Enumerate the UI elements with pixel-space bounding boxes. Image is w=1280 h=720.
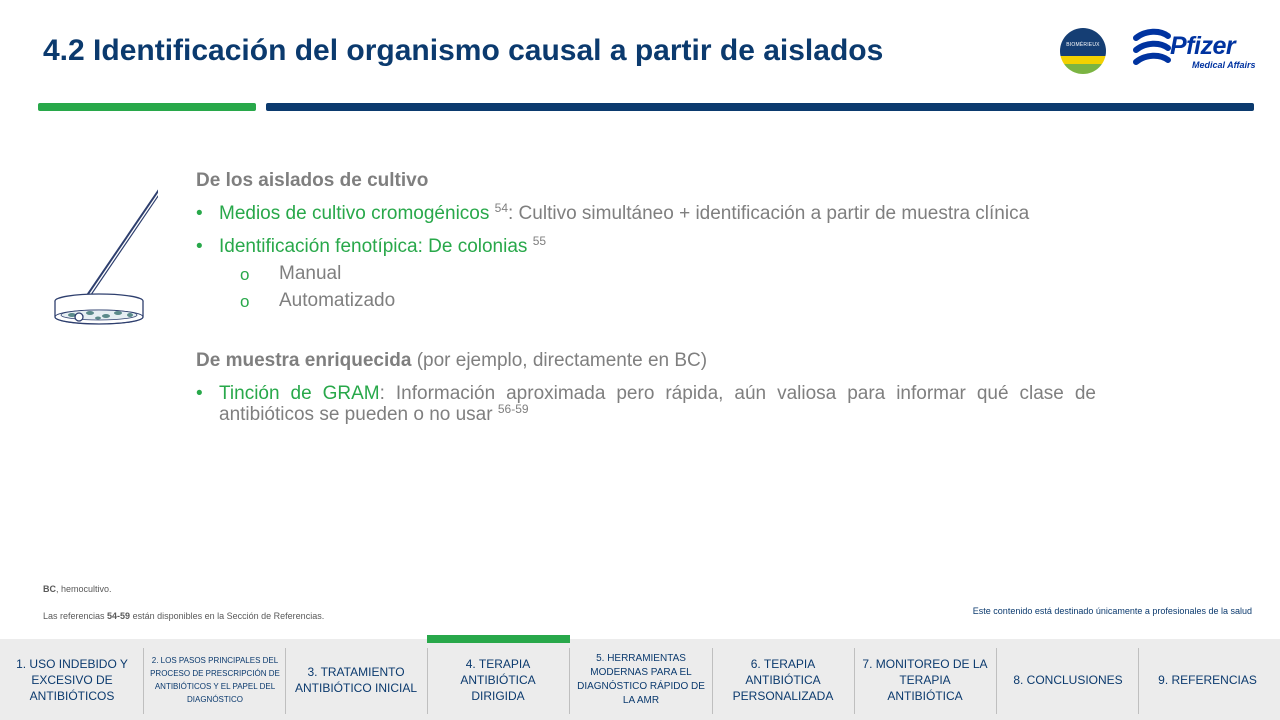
nav-active-indicator [427, 635, 570, 643]
biomerieux-logo-text: BIOMÉRIEUX [1066, 42, 1100, 48]
section2-heading-line [196, 350, 1096, 371]
bullet-chromogenic-media [196, 203, 1096, 224]
main-content [196, 170, 1096, 425]
bullet-green-text: Tinción de GRAM [219, 383, 380, 404]
footnote-refs-post: están disponibles en la Sección de Referencias. [130, 611, 325, 621]
pfizer-logo-sub: Medical Affairs [1192, 60, 1256, 70]
nav-divider [427, 648, 428, 714]
nav-item-label: 9. REFERENCIAS [1158, 672, 1257, 687]
nav-item-label: 1. USO INDEBIDO Y EXCESIVO DE ANTIBIÓTICOS [16, 656, 128, 703]
nav-divider [712, 648, 713, 714]
nav-item-label: 5. HERRAMIENTAS MODERNAS PARA EL DIAGNÓSTICO RÁPIDO DE LA AMR [577, 652, 705, 706]
nav-divider [569, 648, 570, 714]
nav-item-label: 3. TRATAMIENTO ANTIBIÓTICO INICIAL [294, 664, 417, 695]
nav-item-initial-treatment[interactable] [292, 639, 420, 720]
bullet-gram-stain [196, 383, 1096, 425]
page-title: 4.2 Identificación del organismo causal a partir de aislados [43, 34, 884, 67]
nav-divider [1138, 648, 1139, 714]
footnote-abbreviation [43, 584, 112, 594]
pfizer-logo-name: Pfizer [1170, 32, 1236, 60]
nav-item-label: 8. CONCLUSIONES [1013, 672, 1123, 687]
nav-item-references[interactable] [1145, 639, 1270, 720]
nav-item-conclusions[interactable] [1003, 639, 1133, 720]
bullet-green-text: Identificación fenotípica: De colonias [219, 236, 528, 257]
footnote-abbr-text: , hemocultivo. [56, 584, 112, 594]
reference-sup: 55 [532, 234, 547, 248]
nav-item-prescription-steps[interactable] [150, 639, 280, 720]
section2-heading-rest: (por ejemplo, directamente en BC) [411, 350, 708, 371]
nav-divider [143, 648, 144, 714]
footnote-abbr-bold: BC [43, 584, 56, 594]
nav-item-label: 2. LOS PASOS PRINCIPALES DEL PROCESO DE PRESCRIPCIÓN DE ANTIBIÓTICOS Y EL PAPEL DEL DIAGNÓSTICO [150, 655, 280, 704]
bullet-text: : Información aproximada pero rápida, aún valiosa para informar qué clase de antibióticos se pueden o no usar [219, 383, 1096, 425]
bullet-marker: • [196, 236, 203, 257]
sub-bullet-marker: o [240, 265, 250, 284]
nav-item-label: 4. TERAPIA ANTIBIÓTICA DIRIGIDA [460, 656, 536, 703]
disclaimer: Este contenido está destinado únicamente a profesionales de la salud [972, 606, 1252, 616]
subitem-manual [196, 263, 1096, 284]
biomerieux-logo [1060, 28, 1106, 74]
subitem-automated [196, 290, 1096, 311]
nav-item-directed-therapy[interactable] [434, 639, 562, 720]
sub-bullet-marker: o [240, 292, 250, 311]
bullet-phenotypic-id [196, 236, 1096, 257]
bullet-marker: • [196, 383, 203, 404]
bullet-marker: • [196, 203, 203, 224]
nav-divider [854, 648, 855, 714]
subitem-text: Manual [279, 263, 342, 284]
section1-heading: De los aislados de cultivo [196, 170, 429, 191]
nav-item-overuse[interactable] [8, 639, 136, 720]
nav-item-label: 6. TERAPIA ANTIBIÓTICA PERSONALIZADA [732, 656, 834, 703]
nav-divider [996, 648, 997, 714]
nav-item-monitoring[interactable] [861, 639, 989, 720]
nav-item-modern-tools[interactable] [576, 639, 706, 720]
nav-divider [285, 648, 286, 714]
bullet-text: : Cultivo simultáneo + identificación a partir de muestra clínica [508, 203, 1030, 224]
accent-bar-green [38, 103, 256, 111]
subitem-text: Automatizado [279, 290, 396, 311]
footnote-refs-bold: 54-59 [107, 611, 131, 621]
nav-item-label: 7. MONITOREO DE LA TERAPIA ANTIBIÓTICA [862, 656, 988, 703]
section-nav [0, 639, 1280, 720]
pfizer-helix-icon [1132, 28, 1172, 72]
footnote-refs-pre: Las referencias [43, 611, 108, 621]
pfizer-logo [1132, 28, 1256, 76]
accent-bar-blue [266, 103, 1254, 111]
petri-dish-with-loop-icon [48, 165, 158, 335]
section2-heading: De muestra enriquecida [196, 350, 412, 371]
footnote-references [43, 611, 324, 621]
reference-sup: 54 [494, 201, 508, 215]
nav-item-personalized-therapy[interactable] [719, 639, 847, 720]
bullet-green-text: Medios de cultivo cromogénicos [219, 203, 490, 224]
reference-sup: 56-59 [497, 402, 529, 416]
